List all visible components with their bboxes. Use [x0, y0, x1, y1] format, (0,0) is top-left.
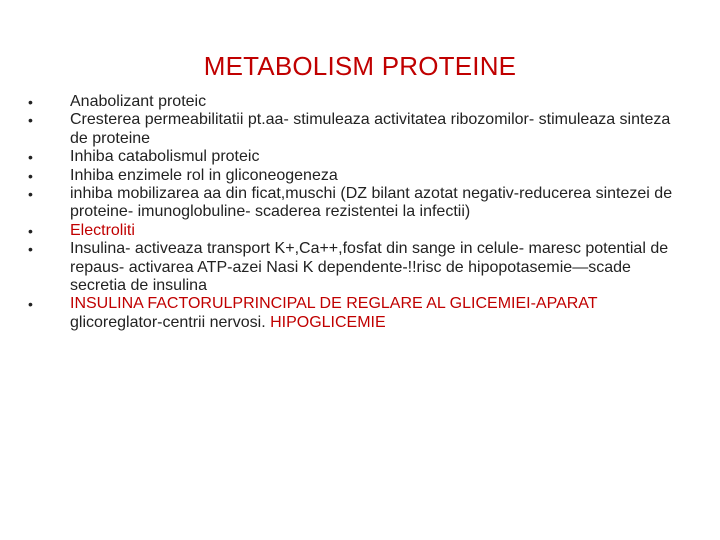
bullet-text: inhiba mobilizarea aa din ficat,muschi (DZ bilant azotat negativ-reducerea sintezei de proteine- imunoglobuline- scaderea rezistentei la infectii)	[70, 185, 673, 221]
bullet-text-highlight: Electroliti	[70, 221, 135, 239]
bullet-dot-icon: •	[28, 241, 33, 258]
bullet-list	[28, 93, 678, 332]
bullet-item	[28, 167, 678, 185]
bullet-dot-icon: •	[28, 112, 33, 129]
bullet-item	[28, 240, 678, 295]
bullet-item	[28, 185, 678, 222]
bullet-item	[28, 93, 678, 111]
bullet-dot-icon: •	[28, 94, 33, 110]
bullet-text-highlight: HIPOGLICEMIE	[270, 313, 386, 331]
bullet-dot-icon: •	[28, 222, 33, 239]
bullet-text: Anabolizant proteic	[70, 93, 207, 110]
bullet-text: Insulina- activeaza transport K+,Ca++,fosfat din sange in celule- maresc potential de repaus- activarea ATP-azei Nasi K dependente-!!risc de hipopotasemie—scade secretia de insulina	[70, 240, 669, 295]
slide-title: METABOLISM PROTEINE	[203, 51, 517, 81]
bullet-text: Inhiba enzimele rol in gliconeogeneza	[70, 166, 338, 184]
bullet-text: glicoreglator-centrii nervosi.	[70, 313, 271, 331]
bullet-text: Inhiba catabolismul proteic	[70, 148, 260, 166]
bullet-item	[28, 148, 678, 166]
bullet-text-highlight: INSULINA FACTORULPRINCIPAL DE REGLARE AL GLICEMIEI-APARAT	[70, 295, 598, 313]
bullet-dot-icon: •	[28, 186, 33, 203]
bullet-dot-icon: •	[28, 167, 33, 184]
bullet-item	[28, 295, 678, 332]
bullet-dot-icon: •	[28, 296, 33, 313]
bullet-dot-icon: •	[28, 149, 33, 166]
bullet-text: Cresterea permeabilitatii pt.aa- stimuleaza activitatea ribozomilor- stimuleaza sinteza de proteine	[70, 111, 671, 147]
bullet-item	[28, 222, 678, 240]
bullet-item	[28, 111, 678, 148]
